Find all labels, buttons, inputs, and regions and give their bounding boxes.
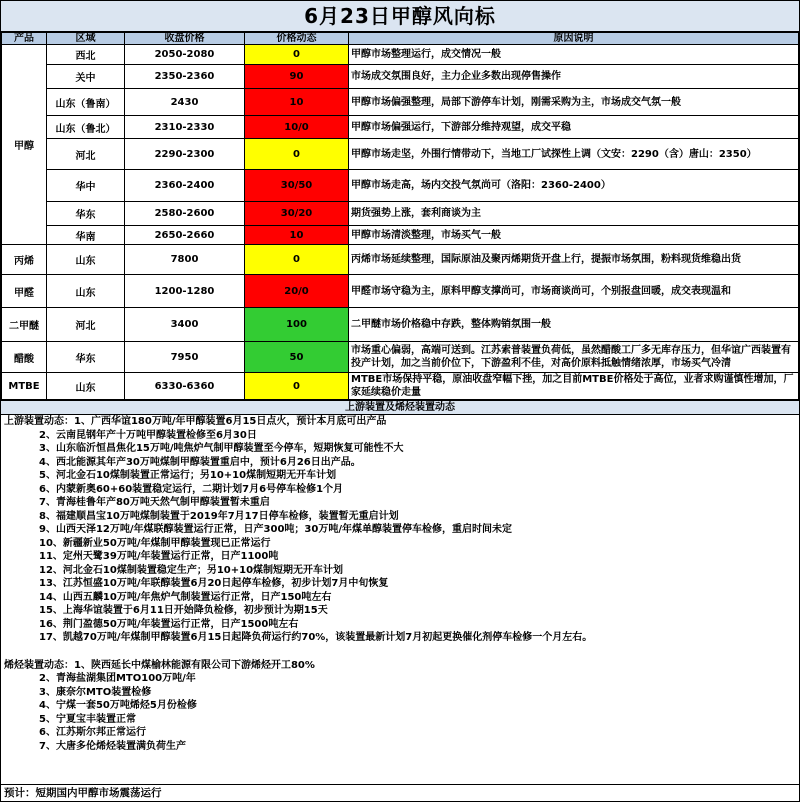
spacer [1, 645, 799, 659]
dynamic-cell: 100 [245, 308, 349, 342]
dynamic-cell: 0 [245, 45, 349, 65]
table-row [2, 45, 799, 65]
reason-cell: 市场成交氛围良好，主力企业多数出现停售操作 [349, 65, 799, 89]
reason-cell: 甲醛市场守稳为主，原料甲醇支撑尚可，市场商谈尚可，个别报盘回暖，成交表现温和 [349, 275, 799, 308]
region-cell: 河北 [47, 308, 125, 342]
product-cell: MTBE [2, 373, 47, 400]
region-cell: 华东 [47, 202, 125, 226]
reason-cell: 市场重心偏弱，高端可送到。江苏索普装置负荷低，虽然醋酸工厂多无库存压力，但华谊广西装置有投产计划，加之当前价位下，下游盈利不佳，对高价原料抵触情绪浓厚，市场买气冷清 [349, 342, 799, 373]
list-item: 16、荆门盈德50万吨/年装置运行正常，日产1500吨左右 [39, 618, 299, 630]
upstream-section-header: 上游装置及烯烃装置动态 [1, 400, 799, 415]
table-header-row [2, 33, 799, 45]
price-cell: 2650-2660 [125, 226, 245, 245]
list-item: 7、青海桂鲁年产80万吨天然气制甲醇装置暂未重启 [39, 497, 270, 508]
dynamic-cell: 30/50 [245, 170, 349, 202]
dynamic-cell: 90 [245, 65, 349, 89]
product-cell: 甲醇 [2, 45, 47, 245]
table-row [2, 373, 799, 400]
price-cell: 2580-2600 [125, 202, 245, 226]
product-cell: 二甲醚 [2, 308, 47, 342]
dynamic-cell: 0 [245, 245, 349, 275]
header-price: 收盘价格 [125, 33, 245, 45]
price-cell: 1200-1280 [125, 275, 245, 308]
reason-cell: 甲醇市场走坚，外围行情带动下，当地工厂试探性上调（文安：2290（含）唐山：2350） [349, 139, 799, 170]
table-row [2, 275, 799, 308]
olefin-lead: 烯烃装置动态： [4, 659, 74, 671]
list-item: 2、青海盐湖集团MTO100万吨/年 [39, 673, 196, 684]
list-item: 10、新疆新业50万吨/年煤制甲醇装置现已正常运行 [39, 537, 271, 549]
region-cell: 河北 [47, 139, 125, 170]
dynamic-cell: 30/20 [245, 202, 349, 226]
list-item: 17、凯越70万吨/年煤制甲醇装置6月15日起降负荷运行约70%，该装置最新计划7月初起更换催化剂停车检修一个月左右。 [39, 632, 593, 643]
upstream-list [1, 415, 799, 753]
price-table [1, 32, 799, 400]
dynamic-cell: 10 [245, 89, 349, 116]
list-item: 4、宁煤一套50万吨烯烃5月份检修 [39, 700, 197, 711]
list-item: 上游装置动态：1、广西华谊180万吨/年甲醇装置6月15日点火，预计本月底可出产品 [4, 416, 387, 427]
table-row [2, 226, 799, 245]
price-cell: 7950 [125, 342, 245, 373]
region-cell: 关中 [47, 65, 125, 89]
header-product: 产品 [2, 33, 47, 45]
dynamic-cell: 0 [245, 139, 349, 170]
reason-cell: 甲醇市场清淡整理，市场买气一般 [349, 226, 799, 245]
list-item: 11、定州天鹭39万吨/年装置运行正常，日产1100吨 [39, 551, 279, 562]
price-cell: 2360-2400 [125, 170, 245, 202]
reason-cell: 甲醇市场偏强运行，下游部分维持观望，成交平稳 [349, 116, 799, 139]
forecast-line: 预计：短期国内甲醇市场震荡运行 [1, 784, 799, 801]
table-row [2, 342, 799, 373]
price-cell: 3400 [125, 308, 245, 342]
region-cell: 西北 [47, 45, 125, 65]
list-item: 2、云南昆钢年产十万吨甲醇装置检修至6月30日 [39, 429, 257, 441]
list-item: 烯烃装置动态：1、陕西延长中煤榆林能源有限公司下游烯烃开工80% [4, 659, 315, 671]
region-cell: 山东（鲁南） [47, 89, 125, 116]
list-item: 15、上海华谊装置于6月11日开始降负检修，初步预计为期15天 [39, 605, 328, 616]
region-cell: 华东 [47, 342, 125, 373]
table-row [2, 89, 799, 116]
reason-cell: 甲醇市场整理运行，成交情况一般 [349, 45, 799, 65]
table-row [2, 245, 799, 275]
table-row [2, 139, 799, 170]
list-item: 8、福建顺昌宝10万吨煤制装置于2019年7月17日停车检修，装置暂无重启计划 [39, 510, 399, 522]
list-item: 6、内蒙新奥60+60装置稳定运行，二期计划7月6号停车检修1个月 [39, 483, 344, 495]
list-item: 4、西北能源其年产30万吨煤制甲醇装置重启中，预计6月26日出产品。 [39, 456, 361, 468]
product-cell: 丙烯 [2, 245, 47, 275]
table-row [2, 170, 799, 202]
table-row [2, 116, 799, 139]
report-title: 6月23日甲醇风向标 [1, 1, 799, 32]
region-cell: 华中 [47, 170, 125, 202]
table-row [2, 65, 799, 89]
region-cell: 山东 [47, 245, 125, 275]
reason-cell: 期货强势上涨，套利商谈为主 [349, 202, 799, 226]
list-item: 12、河北金石10煤制装置稳定生产；另10+10煤制短期无开车计划 [39, 564, 344, 576]
region-cell: 山东（鲁北） [47, 116, 125, 139]
region-cell: 山东 [47, 275, 125, 308]
price-cell: 2430 [125, 89, 245, 116]
dynamic-cell: 50 [245, 342, 349, 373]
list-item: 5、河北金石10煤制装置正常运行；另10+10煤制短期无开车计划 [39, 470, 337, 481]
reason-cell: 甲醇市场偏强整理，局部下游停车计划，刚需采购为主，市场成交气氛一般 [349, 89, 799, 116]
product-cell: 醋酸 [2, 342, 47, 373]
list-item: 3、康奈尔MTO装置检修 [39, 686, 152, 698]
list-item: 6、江苏斯尔邦正常运行 [39, 727, 146, 738]
product-cell: 甲醛 [2, 275, 47, 308]
upstream-lead: 上游装置动态： [4, 416, 74, 427]
reason-cell: 丙烯市场延续整理，国际原油及聚丙烯期货开盘上行，提振市场氛围，粉料现货维稳出货 [349, 245, 799, 275]
list-item: 9、山西天泽12万吨/年煤联醇装置运行正常，日产300吨；30万吨/年煤单醇装置停车检修，重启时间未定 [39, 524, 512, 535]
price-cell: 2350-2360 [125, 65, 245, 89]
dynamic-cell: 10 [245, 226, 349, 245]
list-item: 5、宁夏宝丰装置正常 [39, 713, 136, 725]
reason-cell: 甲醇市场走高，场内交投气氛尚可（洛阳：2360-2400） [349, 170, 799, 202]
dynamic-cell: 20/0 [245, 275, 349, 308]
reason-cell: MTBE市场保持平稳，原油收盘窄幅下挫，加之目前MTBE价格处于高位，业者求购谨慎性增加，厂家延续稳价走量 [349, 373, 799, 400]
reason-cell: 二甲醚市场价格稳中存跌，整体购销氛围一般 [349, 308, 799, 342]
price-cell: 2290-2300 [125, 139, 245, 170]
list-item: 7、大唐多伦烯烃装置满负荷生产 [39, 740, 186, 752]
list-item: 13、江苏恒盛10万吨/年联醇装置6月20日起停车检修，初步计划7月中旬恢复 [39, 578, 389, 589]
dynamic-cell: 10/0 [245, 116, 349, 139]
price-cell: 7800 [125, 245, 245, 275]
header-reason: 原因说明 [349, 33, 799, 45]
header-region: 区域 [47, 33, 125, 45]
region-cell: 山东 [47, 373, 125, 400]
table-row [2, 202, 799, 226]
price-cell: 6330-6360 [125, 373, 245, 400]
region-cell: 华南 [47, 226, 125, 245]
price-cell: 2310-2330 [125, 116, 245, 139]
list-item: 14、山西五麟10万吨/年焦炉气制装置运行正常，日产150吨左右 [39, 591, 332, 603]
dynamic-cell: 0 [245, 373, 349, 400]
table-row [2, 308, 799, 342]
header-dynamic: 价格动态 [245, 33, 349, 45]
price-cell: 2050-2080 [125, 45, 245, 65]
list-item: 3、山东临沂恒昌焦化15万吨/吨焦炉气制甲醇装置至今停车，短期恢复可能性不大 [39, 443, 404, 454]
